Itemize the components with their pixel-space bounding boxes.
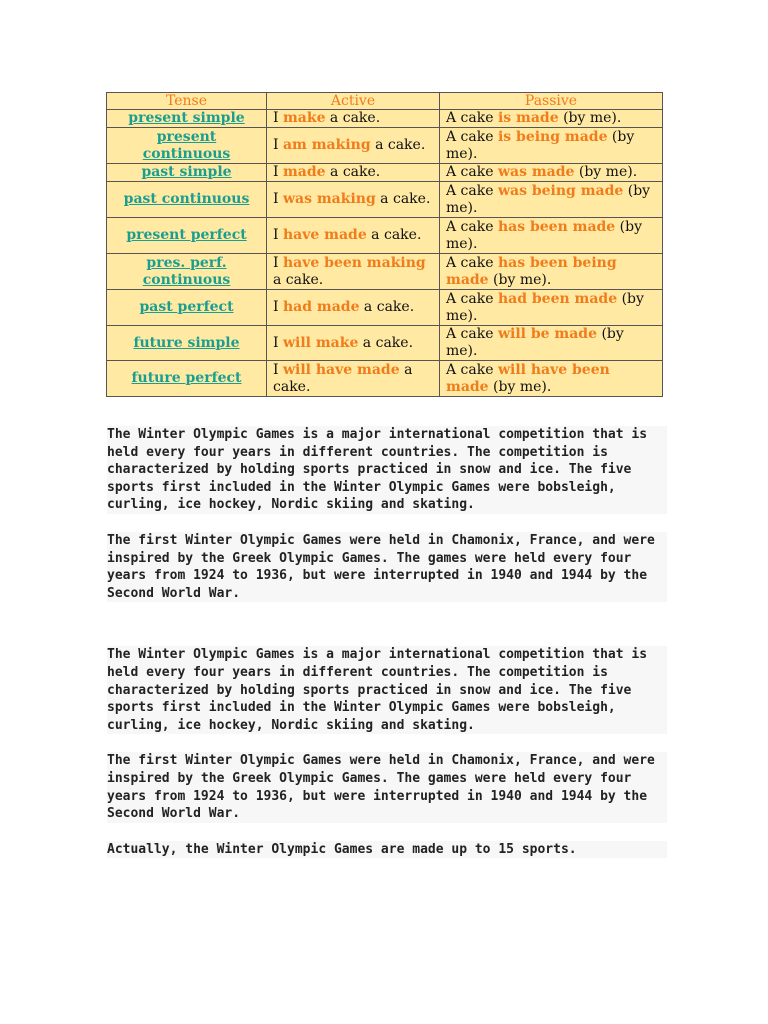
paragraph-winter-olympics-intro: The Winter Olympic Games is a major international competition that is held every four years in different countries. The competition is characterized by holding sports practiced in snow and ice. The five sports first included in the Winter Olympic Games were bobsleigh, curling, ice hockey, Nordic skiing and skating. [107,426,667,514]
active-prefix: I [273,361,283,378]
active-cell [267,361,440,397]
table-row [107,290,663,326]
table-row [107,326,663,361]
passive-verb: will be made [497,326,598,342]
header-tense: Tense [107,93,267,110]
passive-cell [440,361,663,397]
passive-verb: has been made [497,218,616,235]
active-suffix: a cake. [358,334,414,351]
passive-verb: has been being made [446,254,617,288]
active-cell [267,218,440,254]
passive-verb: had been made [497,290,618,307]
tense-cell[interactable] [107,128,267,164]
paragraph-first-winter-olympics-repeat: The first Winter Olympic Games were held in Chamonix, France, and were inspired by the Greek Olympic Games. The games were held every four years from 1924 to 1936, but were interrupted in 1940 and 1944 by the Second World War. [107,752,667,822]
active-prefix: I [273,137,283,153]
table-row [107,361,663,397]
active-prefix: I [273,227,283,243]
active-cell [267,182,440,218]
tense-cell[interactable] [107,326,267,361]
tense-link[interactable]: present simple [128,110,245,126]
text-blocks [107,426,667,858]
active-suffix: a cake. [273,361,413,395]
passive-prefix: A cake [446,361,498,378]
passive-verb: is made [497,110,559,126]
passive-cell [440,164,663,182]
tense-link[interactable]: past continuous [123,191,250,207]
passive-suffix: (by me). [446,128,635,162]
table-row [107,110,663,128]
tense-cell[interactable] [107,110,267,128]
passive-prefix: A cake [446,182,498,199]
table-row [107,182,663,218]
passive-suffix: (by me). [446,182,651,216]
active-cell [267,254,440,290]
passive-verb: was made [497,164,575,180]
tense-cell[interactable] [107,164,267,182]
tense-cell[interactable] [107,361,267,397]
active-suffix: a cake. [325,164,381,180]
tense-link[interactable]: past simple [141,164,232,180]
active-verb: make [282,110,326,126]
passive-verb: was being made [497,182,624,199]
passive-prefix: A cake [446,254,498,271]
tense-link[interactable]: past perfect [139,299,234,315]
passive-suffix: (by me). [446,326,624,359]
passive-verb: is being made [497,128,608,145]
active-cell [267,326,440,361]
active-prefix: I [273,299,283,315]
passive-verb: will have been made [446,361,610,395]
active-verb: am making [282,137,371,153]
header-passive: Passive [440,93,663,110]
paragraph-sports-count: Actually, the Winter Olympic Games are made up to 15 sports. [107,841,667,859]
table-row [107,164,663,182]
tense-link[interactable]: pres. perf. continuous [142,254,231,288]
active-prefix: I [273,334,283,351]
active-verb: was making [282,191,376,207]
active-verb: have made [282,227,367,243]
passive-cell [440,110,663,128]
active-verb: will make [282,334,359,351]
passive-cell [440,182,663,218]
passive-prefix: A cake [446,128,498,145]
table-row [107,254,663,290]
tense-cell[interactable] [107,254,267,290]
passive-cell [440,326,663,361]
paragraph-first-winter-olympics: The first Winter Olympic Games were held in Chamonix, France, and were inspired by the Greek Olympic Games. The games were held every four years from 1924 to 1936, but were interrupted in 1940 and 1944 by the Second World War. [107,532,667,602]
active-verb: will have made [282,361,400,378]
active-suffix: a cake. [359,299,415,315]
active-verb: made [282,164,326,180]
passive-prefix: A cake [446,290,498,307]
active-prefix: I [273,110,283,126]
active-cell [267,110,440,128]
active-suffix: a cake. [375,191,431,207]
active-suffix: a cake. [366,227,422,243]
passive-suffix: (by me). [446,218,643,252]
tense-link[interactable]: future simple [133,334,240,351]
header-active: Active [267,93,440,110]
passive-prefix: A cake [446,218,498,235]
passive-cell [440,128,663,164]
active-suffix: a cake. [370,137,426,153]
table-row [107,128,663,164]
tense-table-container [106,92,662,397]
active-prefix: I [273,164,283,180]
passive-suffix: (by me). [488,378,552,395]
tense-cell[interactable] [107,290,267,326]
passive-suffix: (by me). [558,110,622,126]
passive-cell [440,290,663,326]
tense-table [106,92,663,397]
tense-cell[interactable] [107,218,267,254]
passive-prefix: A cake [446,326,498,342]
passive-cell [440,254,663,290]
active-cell [267,128,440,164]
active-cell [267,164,440,182]
tense-link[interactable]: present continuous [142,128,231,162]
tense-link[interactable]: future perfect [131,370,242,386]
active-prefix: I [273,191,283,207]
active-suffix: a cake. [325,110,381,126]
tense-cell[interactable] [107,182,267,218]
paragraph-winter-olympics-intro-repeat: The Winter Olympic Games is a major international competition that is held every four years in different countries. The competition is characterized by holding sports practiced in snow and ice. The five sports first included in the Winter Olympic Games were bobsleigh, curling, ice hockey, Nordic skiing and skating. [107,646,667,734]
tense-link[interactable]: present perfect [126,227,247,243]
active-verb: have been making [282,254,426,271]
active-verb: had made [282,299,360,315]
table-row [107,218,663,254]
passive-suffix: (by me). [574,164,638,180]
passive-suffix: (by me). [488,271,552,288]
passive-suffix: (by me). [446,290,644,324]
passive-prefix: A cake [446,164,498,180]
active-prefix: I [273,254,283,271]
active-cell [267,290,440,326]
table-header-row [107,93,663,110]
passive-prefix: A cake [446,110,498,126]
active-suffix: a cake. [273,271,324,288]
passive-cell [440,218,663,254]
